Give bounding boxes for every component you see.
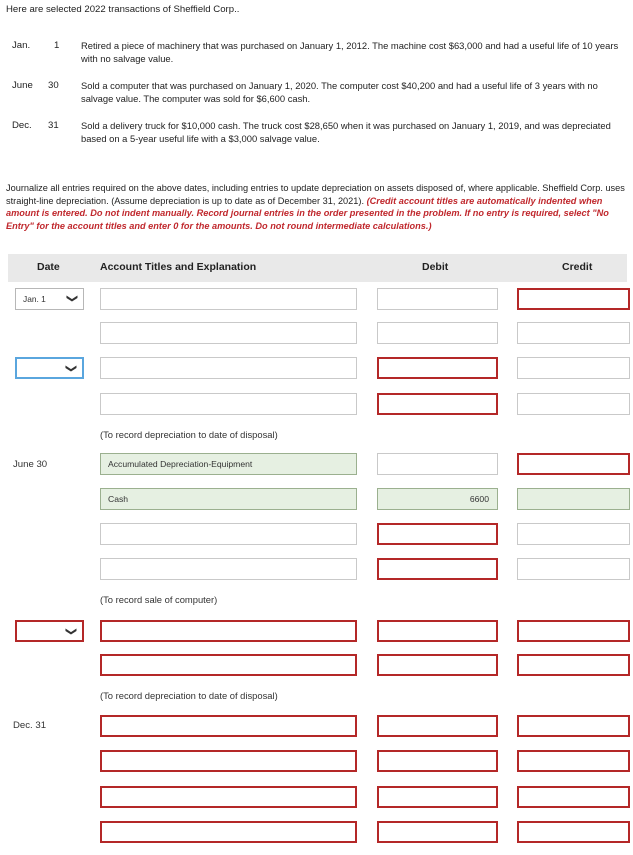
account-input[interactable] — [100, 357, 357, 379]
transaction-description: Sold a computer that was purchased on January 1, 2020. The computer cost $40,200 and had a useful life of 3 years with no salvage value. The computer was sold for $6,600 cash. — [81, 80, 598, 104]
credit-input[interactable] — [517, 357, 630, 379]
chevron-down-icon: ❯ — [64, 363, 77, 374]
chevron-down-icon: ❯ — [65, 293, 78, 304]
debit-input[interactable] — [377, 488, 498, 510]
credit-input[interactable] — [517, 558, 630, 580]
transaction-day: 30 — [48, 80, 59, 91]
header-credit: Credit — [562, 261, 593, 273]
account-input[interactable] — [100, 288, 357, 310]
credit-input[interactable] — [517, 453, 630, 475]
debit-input[interactable] — [377, 715, 498, 737]
debit-input[interactable] — [377, 558, 498, 580]
account-input-value: Accumulated Depreciation-Equipment — [108, 459, 253, 469]
account-input[interactable] — [100, 393, 357, 415]
debit-input[interactable] — [377, 322, 498, 344]
entry-note: (To record sale of computer) — [100, 594, 218, 605]
credit-input[interactable] — [517, 393, 630, 415]
account-input[interactable] — [100, 523, 357, 545]
instructions — [6, 182, 626, 232]
debit-input[interactable] — [377, 654, 498, 676]
account-input[interactable] — [100, 322, 357, 344]
debit-input[interactable] — [377, 523, 498, 545]
entry-note: (To record depreciation to date of disposal) — [100, 690, 278, 701]
credit-input[interactable] — [517, 821, 630, 843]
account-input[interactable] — [100, 620, 357, 642]
account-input[interactable] — [100, 654, 357, 676]
account-input[interactable] — [100, 715, 357, 737]
credit-input[interactable] — [517, 786, 630, 808]
transaction-month: Jan. — [12, 40, 31, 51]
debit-input[interactable] — [377, 750, 498, 772]
header-debit: Debit — [422, 261, 449, 273]
chevron-down-icon: ❯ — [64, 626, 77, 637]
intro-text: Here are selected 2022 transactions of Sheffield Corp.. — [6, 4, 240, 15]
debit-input[interactable] — [377, 288, 498, 310]
date-select[interactable] — [15, 288, 84, 310]
date-select-value: Jan. 1 — [23, 294, 46, 304]
debit-input[interactable] — [377, 357, 498, 379]
account-input-value: Cash — [108, 494, 129, 504]
debit-input-value: 6600 — [469, 494, 489, 504]
account-input[interactable] — [100, 750, 357, 772]
instructions-text: Journalize all entries required on the above dates, including entries to update depreciation on assets disposed of, where applicable. Sheffield Corp. uses straight-line depreciation. (Assume depreciation is up to date as of December 31, 2021). — [6, 183, 625, 206]
header-account: Account Titles and Explanation — [100, 261, 257, 273]
debit-input[interactable] — [377, 786, 498, 808]
transaction-month: June — [12, 80, 33, 91]
transaction-day: 1 — [54, 40, 60, 51]
credit-input[interactable] — [517, 750, 630, 772]
transaction-day: 31 — [48, 120, 59, 131]
transaction-description: Retired a piece of machinery that was purchased on January 1, 2012. The machine cost $63,000 and had a useful life of 10 years with no salvage value. — [81, 40, 619, 64]
credit-input[interactable] — [517, 288, 630, 310]
date-select[interactable] — [15, 357, 84, 379]
debit-input[interactable] — [377, 821, 498, 843]
credit-input[interactable] — [517, 715, 630, 737]
transaction-month: Dec. — [12, 120, 32, 131]
credit-input[interactable] — [517, 322, 630, 344]
date-select[interactable] — [15, 620, 84, 642]
header-date: Date — [37, 261, 60, 273]
debit-input[interactable] — [377, 393, 498, 415]
transaction-description: Sold a delivery truck for $10,000 cash. The truck cost $28,650 when it was purchased on January 1, 2019, and was depreciated based on a 5-year useful life with a $3,000 salvage value. — [81, 120, 611, 144]
credit-input[interactable] — [517, 523, 630, 545]
entry-note: (To record depreciation to date of disposal) — [100, 429, 278, 440]
debit-input[interactable] — [377, 453, 498, 475]
account-input[interactable] — [100, 821, 357, 843]
account-input[interactable] — [100, 786, 357, 808]
credit-input[interactable] — [517, 620, 630, 642]
credit-input[interactable] — [517, 654, 630, 676]
date-label: Dec. 31 — [13, 720, 47, 731]
debit-input[interactable] — [377, 620, 498, 642]
date-label: June 30 — [13, 459, 48, 470]
credit-input[interactable] — [517, 488, 630, 510]
account-input[interactable] — [100, 488, 357, 510]
account-input[interactable] — [100, 453, 357, 475]
account-input[interactable] — [100, 558, 357, 580]
instructions-note: (Credit account titles are automatically indented when amount is entered. Do not indent manually. Record journal entries in the order presented in the problem. If no entry is required, select "No Entry" for the account titles and enter 0 for the amounts. Do not round intermediate calculations.) — [6, 195, 609, 231]
